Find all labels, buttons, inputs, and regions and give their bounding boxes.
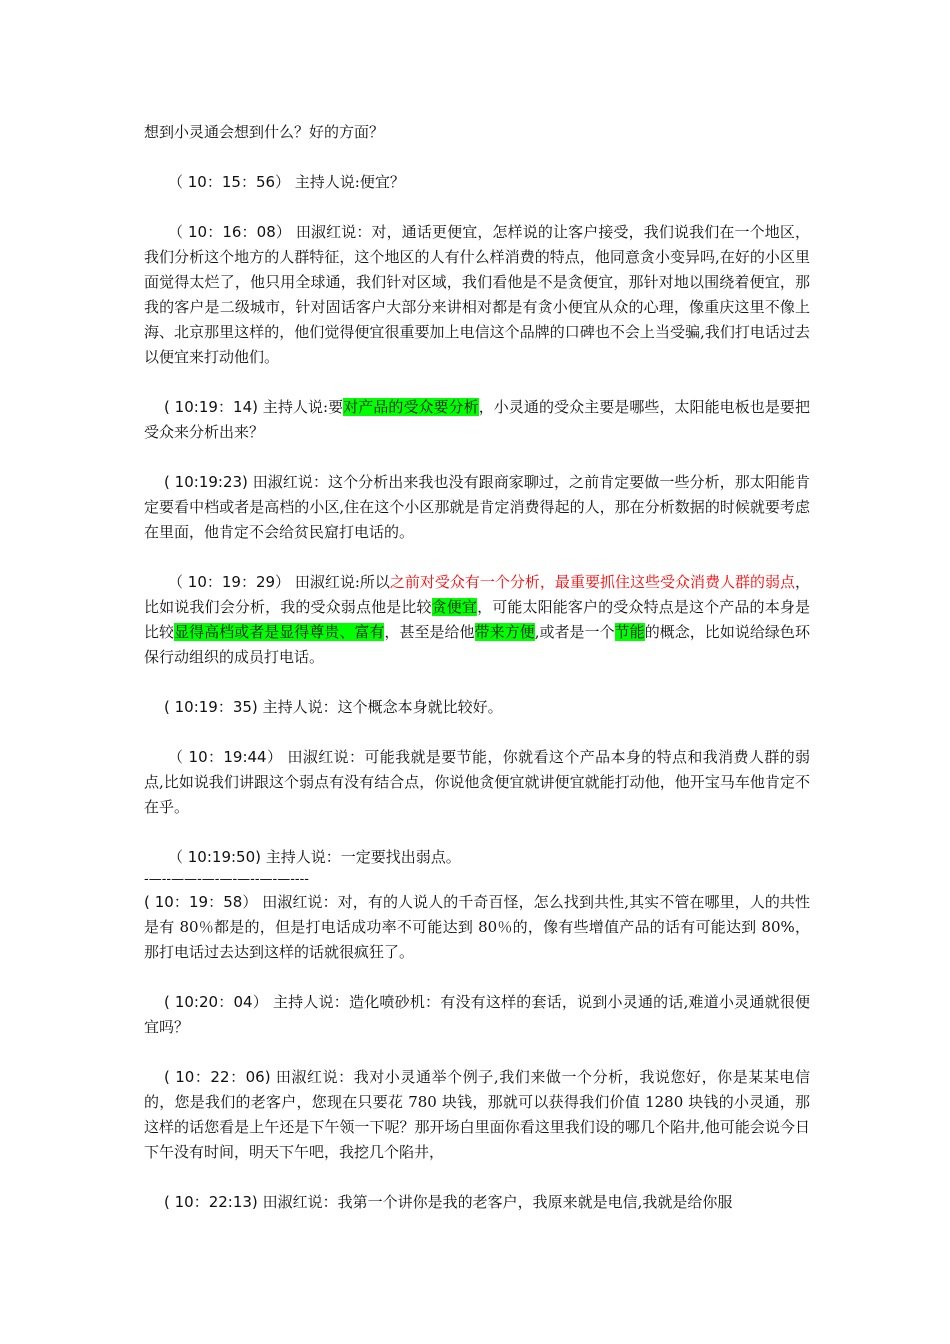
paragraph-text: 田淑红说：对，通话更便宜，怎样说的让客户接受，我们说我们在一个地区，我们分析这个地方的人群特征，这个地区的人有什么样消费的特点，他同意贪小变异吗,在好的小区里面觉得太烂了，他只用全球通，我们针对区域，我们看他是不是贪便宜，那针对地以围绕着便宜，那我的客户是二级城市，针对固话客户大部分来讲相对都是有贪小便宜从众的心理，像重庆这里不像上海、北京那里这样的，他们觉得便宜很重要加上电信这个品牌的口碑也不会上当受骗,我们打电话过去以便宜来打动他们。: [144, 223, 811, 366]
paragraph-text: 田淑红说:所以: [290, 573, 390, 591]
paragraph-text: 田淑红说：可能我就是要节能，你就看这个产品本身的特点和我消费人群的弱点,比如说我们讲跟这个弱点有没有结合点，你说他贪便宜就讲便宜就能打动他，他开宝马车他肯定不在乎。: [144, 748, 810, 816]
paragraph-10-19-50: [144, 845, 810, 870]
timestamp: ( 10:20：04）: [164, 993, 268, 1011]
paragraph-text: 主持人说:要: [257, 398, 344, 416]
timestamp: （ 10：19:44）: [168, 748, 283, 766]
paragraph-text: 主持人说：造化喷砂机：有没有这样的套话，说到小灵通的话,难道小灵通就很便宜吗？: [144, 993, 811, 1036]
timestamp: ( 10：19：58）: [144, 893, 258, 911]
red-emphasis-text: 之前对受众有一个分析，最重要抓住这些受众消费人群的弱点: [389, 573, 795, 591]
timestamp: （ 10：19：29）: [168, 573, 291, 591]
highlighted-text: 贪便宜: [431, 598, 478, 616]
highlighted-text: 显得高档或者是显得尊贵、富有: [174, 623, 385, 641]
paragraph-text: ，甚至是给他: [384, 623, 475, 641]
highlighted-text: 带来方便: [474, 623, 535, 641]
paragraph-10-19-23: [144, 470, 810, 545]
paragraph-10-19-58: [144, 890, 810, 965]
paragraph-text: 主持人说：一定要找出弱点。: [261, 848, 461, 866]
paragraph-text: 的概念，比如说给绿色环保行动组织的成员打电话。: [144, 623, 810, 666]
paragraph-10-19-14: [144, 395, 810, 445]
timestamp: ( 10：22:13): [164, 1193, 258, 1211]
document-page: [144, 120, 810, 1240]
paragraph-10-22-06: [144, 1065, 810, 1165]
timestamp: ( 10:19：35): [164, 698, 258, 716]
highlighted-text: 节能: [614, 623, 645, 641]
timestamp: （ 10：15：56）: [168, 173, 291, 191]
paragraph-intro-question: [144, 120, 810, 145]
paragraph-10-19-29: [144, 570, 810, 670]
paragraph-text: ，小灵通的受众主要是哪些，太阳能电板也是要把受众来分析出来？: [144, 398, 810, 441]
paragraph-10-19-44: [144, 745, 810, 820]
paragraph-text: 想到小灵通会想到什么？好的方面？: [144, 123, 385, 141]
paragraph-text: 主持人说:便宜？: [290, 173, 405, 191]
paragraph-text: ,或者是一个: [534, 623, 615, 641]
paragraph-text: ，可能太阳能客户的受众特点是这个产品的本身是比较: [144, 598, 810, 641]
paragraph-10-16-08: [144, 220, 810, 370]
highlighted-text: 对产品的受众要分析: [343, 398, 479, 416]
paragraph-text: 田淑红说：这个分析出来我也没有跟商家聊过，之前肯定要做一些分析，那太阳能肯定要看中档或者是高档的小区,住在这个小区那就是肯定消费得起的人，那在分析数据的时候就要考虑在里面，他肯定不会给贫民窟打电话的。: [144, 473, 810, 541]
timestamp: （ 10:19:50): [168, 848, 261, 866]
paragraph-text: 田淑红说：对，有的人说人的千奇百怪，怎么找到共性,其实不管在哪里，人的共性是有 80％都是的，但是打电话成功率不可能达到 80％的，像有些增值产品的话有可能达到 80%，那打电话过去达到这样的话就很疯狂了。: [144, 893, 810, 961]
paragraph-10-22-13: [144, 1190, 810, 1215]
paragraph-10-15-56: [144, 170, 810, 195]
timestamp: ( 10:19：14): [164, 398, 258, 416]
timestamp: ( 10：22：06): [164, 1068, 271, 1086]
paragraph-text: 主持人说：这个概念本身就比较好。: [257, 698, 503, 716]
paragraph-text: 田淑红说：我第一个讲你是我的老客户，我原来就是电信,我就是给你服: [257, 1193, 733, 1211]
paragraph-10-19-35: [144, 695, 810, 720]
dashed-divider: -—--——-—-—-—--—-—----: [144, 872, 309, 887]
timestamp: （ 10：16：08）: [168, 223, 292, 241]
paragraph-text: ，比如说我们会分析，我的受众弱点他是比较: [144, 573, 810, 616]
timestamp: ( 10:19:23): [164, 473, 248, 491]
paragraph-text: 田淑红说：我对小灵通举个例子,我们来做一个分析，我说您好，你是某某电信的，您是我们的老客户，您现在只要花 780 块钱，那就可以获得我们价值 1280 块钱的小灵通，那这样的话您看是上午还是下午领一下呢？那开场白里面你看这里我们设的哪几个陷井,他可能会说今日下午没有时间，明天下午吧，我挖几个陷井，: [144, 1068, 810, 1161]
paragraph-10-20-04: [144, 990, 810, 1040]
